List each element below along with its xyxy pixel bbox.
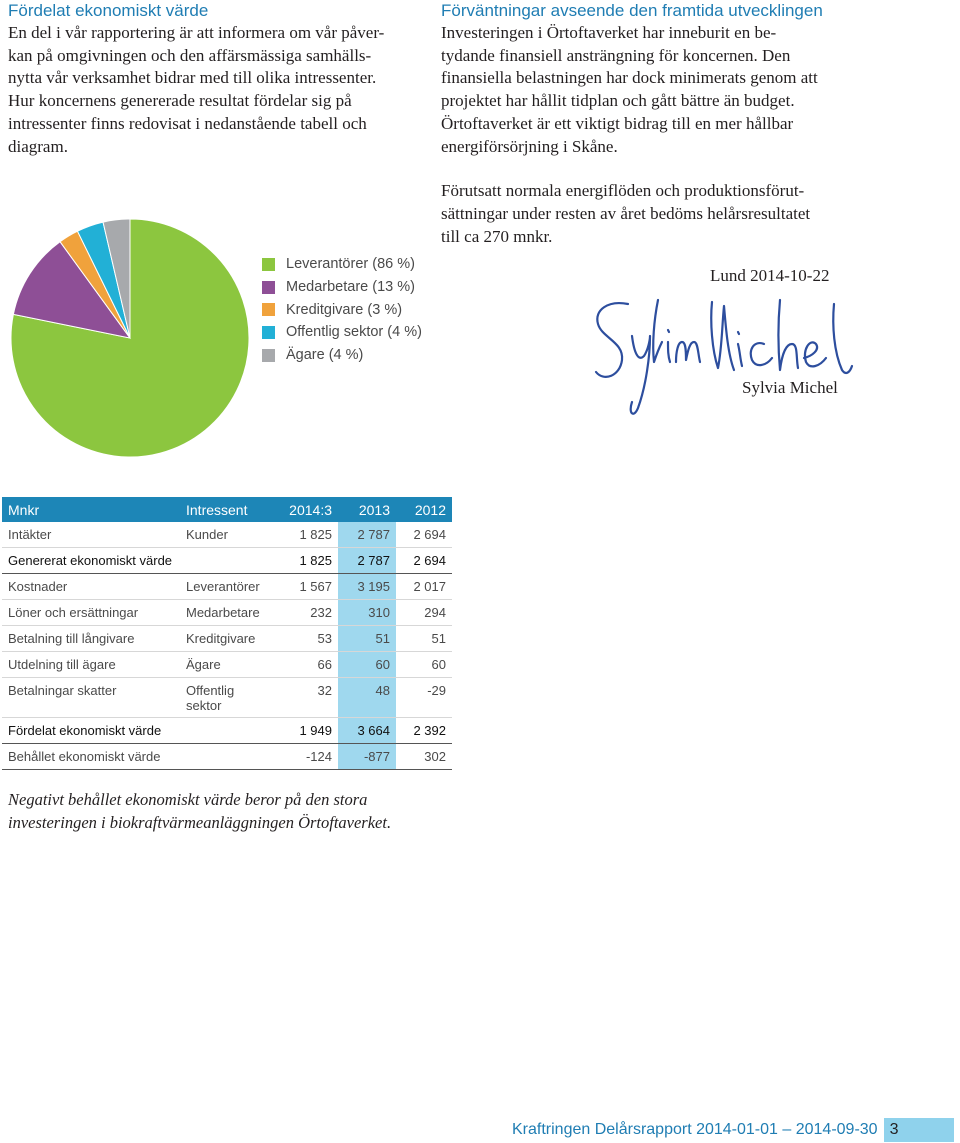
legend-item-offentlig-sektor	[262, 321, 422, 344]
text-line: finansiella belastningen har dock minimerats genom att	[441, 68, 818, 88]
legend-item-kreditgivare	[262, 298, 422, 321]
pie-chart	[0, 205, 260, 465]
party-line: Offentlig	[186, 683, 235, 698]
text-line: Förutsatt normala energiflöden och produktionsförut-	[441, 181, 805, 201]
col-header-2012: 2012	[396, 497, 452, 522]
table-footnote	[8, 788, 428, 834]
value-2014-3: 1 825	[282, 548, 338, 574]
text-line: projektet har hållit tidplan och gått bättre än budget.	[441, 91, 795, 111]
value-2013: 51	[338, 626, 396, 652]
value-2013: 3 664	[338, 718, 396, 744]
handwritten-signature	[588, 296, 858, 421]
value-2013: 310	[338, 600, 396, 626]
table-header-row	[2, 497, 452, 522]
row-party: Kunder	[186, 522, 282, 548]
value-2013: 48	[338, 678, 396, 718]
value-2012: -29	[396, 678, 452, 718]
value-2014-3: 1 567	[282, 574, 338, 600]
legend-swatch	[262, 258, 275, 271]
row-label: Behållet ekonomiskt värde	[2, 744, 186, 770]
table-row	[2, 600, 452, 626]
row-label: Betalning till långivare	[2, 626, 186, 652]
value-2014-3: 53	[282, 626, 338, 652]
row-party	[186, 548, 282, 574]
left-section	[8, 0, 408, 158]
value-2012: 51	[396, 626, 452, 652]
party-line: sektor	[186, 698, 222, 713]
page-footer	[512, 1118, 954, 1142]
footer-title: Kraftringen Delårsrapport 2014-01-01 – 2014-09-30	[512, 1121, 878, 1138]
col-header-mnkr: Mnkr	[2, 497, 186, 522]
legend-label: Medarbetare (13 %)	[286, 279, 415, 296]
table-row-total	[2, 718, 452, 744]
row-label: Kostnader	[2, 574, 186, 600]
row-party: Kreditgivare	[186, 626, 282, 652]
right-heading: Förväntningar avseende den framtida utvecklingen	[441, 1, 823, 20]
place-and-date: Lund 2014-10-22	[710, 266, 830, 285]
row-party: Ägare	[186, 652, 282, 678]
row-label: Utdelning till ägare	[2, 652, 186, 678]
page-number: 3	[884, 1118, 954, 1142]
table-row	[2, 652, 452, 678]
value-2012: 302	[396, 744, 452, 770]
row-label: Genererat ekonomiskt värde	[2, 548, 186, 574]
row-label: Betalningar skatter	[2, 678, 186, 718]
text-line: energiförsörjning i Skåne.	[441, 136, 618, 156]
row-party: Leverantörer	[186, 574, 282, 600]
legend-label: Ägare (4 %)	[286, 347, 364, 364]
left-paragraph	[8, 22, 408, 158]
value-2013: -877	[338, 744, 396, 770]
col-header-intressent: Intressent	[186, 497, 282, 522]
value-2014-3: 232	[282, 600, 338, 626]
text-line: En del i vår rapportering är att informera om vår påver-	[8, 23, 385, 42]
legend-label: Leverantörer (86 %)	[286, 256, 415, 273]
text-line: kan på omgivningen och den affärsmässiga samhälls-	[8, 45, 372, 65]
value-2013: 2 787	[338, 548, 396, 574]
legend-label: Kreditgivare (3 %)	[286, 301, 403, 318]
text-line: till ca 270 mnkr.	[441, 226, 553, 246]
text-line: Investeringen i Örtoftaverket har inneburit en be-	[441, 23, 777, 42]
col-header-2013: 2013	[338, 497, 396, 522]
legend-item-agare	[262, 344, 422, 367]
economic-value-table	[2, 497, 452, 770]
left-heading: Fördelat ekonomiskt värde	[8, 1, 209, 20]
right-paragraph-2	[441, 180, 851, 248]
pie-legend	[262, 253, 422, 366]
value-2013: 3 195	[338, 574, 396, 600]
table-row-subtotal	[2, 548, 452, 574]
row-label: Löner och ersättningar	[2, 600, 186, 626]
value-2013: 2 787	[338, 522, 396, 548]
value-2014-3: 1 825	[282, 522, 338, 548]
row-label: Intäkter	[2, 522, 186, 548]
text-line: Negativt behållet ekonomiskt värde beror på den stora	[8, 790, 368, 809]
value-2014-3: 32	[282, 678, 338, 718]
row-party: Medarbetare	[186, 600, 282, 626]
value-2012: 2 694	[396, 522, 452, 548]
table-row	[2, 574, 452, 600]
row-party	[186, 718, 282, 744]
text-line: intressenter finns redovisat i nedanstående tabell och	[8, 113, 367, 133]
right-paragraph-1	[441, 22, 851, 158]
table-row	[2, 678, 452, 718]
signatory-name: Sylvia Michel	[742, 378, 838, 397]
legend-item-leverantorer	[262, 253, 422, 276]
text-line: sättningar under resten av året bedöms helårsresultatet	[441, 203, 811, 223]
value-2012: 2 017	[396, 574, 452, 600]
table-row	[2, 522, 452, 548]
table-row	[2, 744, 452, 770]
row-party	[186, 744, 282, 770]
value-2012: 60	[396, 652, 452, 678]
legend-swatch	[262, 326, 275, 339]
row-party	[186, 678, 282, 718]
legend-swatch	[262, 303, 275, 316]
col-header-2014-3: 2014:3	[282, 497, 338, 522]
value-2012: 2 694	[396, 548, 452, 574]
value-2012: 2 392	[396, 718, 452, 744]
legend-item-medarbetare	[262, 276, 422, 299]
value-2014-3: 1 949	[282, 718, 338, 744]
legend-swatch	[262, 281, 275, 294]
legend-swatch	[262, 349, 275, 362]
text-line: Örtoftaverket är ett viktigt bidrag till en mer hållbar	[441, 113, 794, 133]
value-2013: 60	[338, 652, 396, 678]
text-line: tydande finansiell ansträngning för koncernen. Den	[441, 45, 791, 65]
right-section	[441, 0, 851, 248]
row-label: Fördelat ekonomiskt värde	[2, 718, 186, 744]
text-line: nytta vår verksamhet bidrar med till olika intressenter.	[8, 68, 377, 88]
value-2012: 294	[396, 600, 452, 626]
value-2014-3: 66	[282, 652, 338, 678]
text-line: Hur koncernens genererade resultat fördelar sig på	[8, 91, 352, 111]
legend-label: Offentlig sektor (4 %)	[286, 324, 422, 341]
text-line: diagram.	[8, 136, 68, 156]
value-2014-3: -124	[282, 744, 338, 770]
table-row	[2, 626, 452, 652]
text-line: investeringen i biokraftvärmeanläggningen Örtoftaverket.	[8, 813, 392, 832]
